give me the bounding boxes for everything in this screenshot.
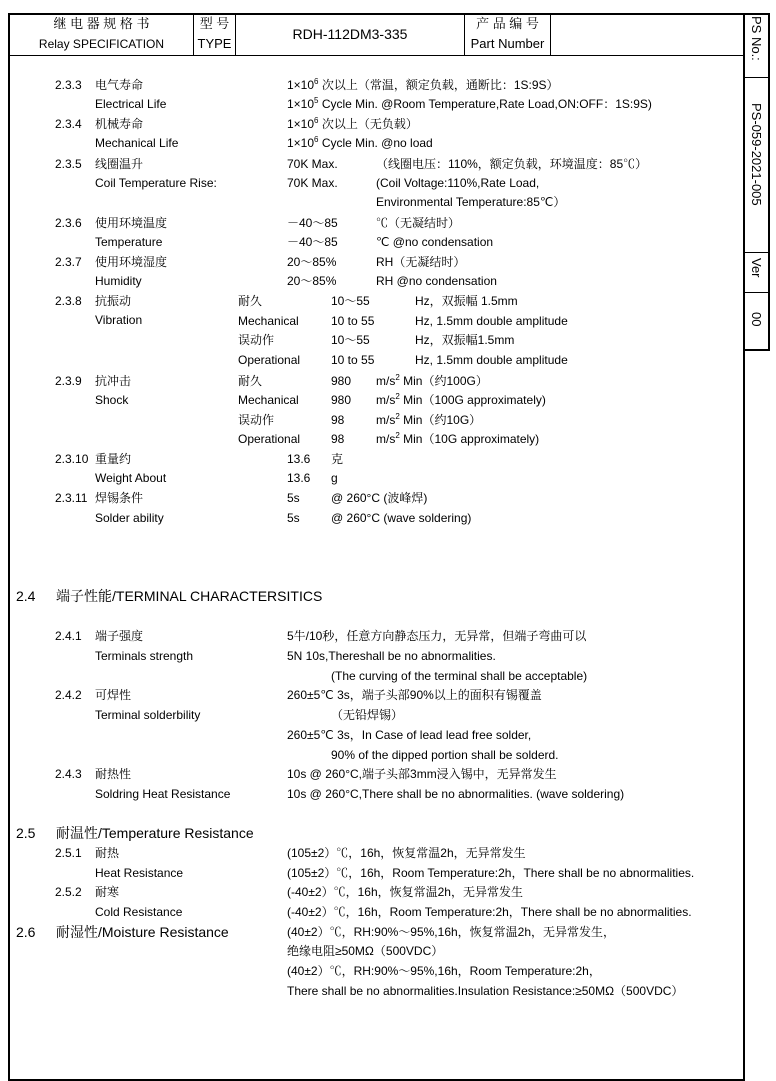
section-number: 2.3.10 <box>55 452 89 466</box>
item-title-cn: 焊锡条件 <box>95 491 144 505</box>
spec-text: (40±2）℃，RH:90%～95%,16h，恢复常温2h，无异常发生， <box>287 925 616 939</box>
section-heading: 耐湿性/Moisture Resistance <box>56 924 229 940</box>
ps-number-value: PS-059-2021-005 <box>749 103 764 206</box>
spec-note: ℃（无凝结时） <box>376 216 461 230</box>
spec-text: There shall be no abnormalities.Insulation Resistance:≥50MΩ（500VDC） <box>287 984 684 998</box>
vibration-label: Mechanical <box>238 314 299 328</box>
doc-title-cn: 继 电 器 规 格 书 <box>53 16 150 31</box>
item-title-cn: 重量约 <box>95 452 132 466</box>
weight-unit: g <box>331 471 338 485</box>
item-title-cn: 线圈温升 <box>95 157 144 171</box>
shock-label: 耐久 <box>238 374 263 388</box>
value-text: Cycle Min. @no load <box>318 136 433 150</box>
vibration-label: Operational <box>238 353 301 367</box>
shock-desc <box>376 432 539 446</box>
item-title-en: Coil Temperature Rise: <box>95 176 217 190</box>
shock-unit-exponent: 2 <box>395 412 400 421</box>
spec-value: 20～85% <box>287 274 337 288</box>
type-label-en: TYPE <box>197 36 232 51</box>
shock-desc <box>376 413 481 427</box>
item-title-cn: 使用环境温度 <box>95 216 168 230</box>
item-title-cn: 耐寒 <box>95 885 120 899</box>
item-title-cn: 使用环境湿度 <box>95 255 168 269</box>
solder-time: 5s <box>287 511 300 525</box>
item-title-en: Vibration <box>95 313 143 327</box>
shock-unit-exponent: 2 <box>395 392 400 401</box>
vibration-desc: Hz, 1.5mm double amplitude <box>415 314 568 328</box>
section-number: 2.4.3 <box>55 767 82 781</box>
item-title-en: Mechanical Life <box>95 136 179 150</box>
shock-unit: m/s <box>376 393 396 407</box>
item-title-cn: 机械寿命 <box>95 117 144 131</box>
section-number: 2.3.5 <box>55 157 82 171</box>
vibration-label: 耐久 <box>238 294 263 308</box>
vibration-range: 10～55 <box>331 333 370 347</box>
model-number: RDH-112DM3-335 <box>292 26 408 42</box>
item-title-cn: 可焊性 <box>95 688 132 702</box>
spec-text: 260±5℃ 3s，In Case of lead lead free solder, <box>287 728 532 742</box>
spec-note: RH @no condensation <box>376 274 497 288</box>
shock-desc-text: Min（约10G） <box>399 413 482 427</box>
vibration-desc: Hz，双振幅1.5mm <box>415 333 515 347</box>
vibration-desc: Hz，双振幅 1.5mm <box>415 294 518 308</box>
spec-value: 70K Max. <box>287 176 338 190</box>
section-heading-number: 2.6 <box>16 924 36 940</box>
spec-text: 5牛/10秒，任意方向静态压力，无异常，但端子弯曲可以 <box>287 629 587 643</box>
item-title-en: Humidity <box>95 274 142 288</box>
item-title-en: Weight About <box>95 471 167 485</box>
item-title-cn: 电气寿命 <box>95 78 144 92</box>
item-title-cn: 端子强度 <box>95 629 144 643</box>
version-value: 00 <box>749 312 764 327</box>
shock-value: 980 <box>331 393 352 407</box>
item-title-en: Electrical Life <box>95 97 167 111</box>
section-number: 2.3.8 <box>55 294 82 308</box>
shock-unit-exponent: 2 <box>395 431 400 440</box>
vibration-label: 误动作 <box>238 333 275 347</box>
shock-label: Operational <box>238 432 301 446</box>
shock-value: 98 <box>331 432 345 446</box>
shock-unit: m/s <box>376 374 396 388</box>
section-number: 2.5.1 <box>55 846 82 860</box>
solder-condition: @ 260°C (wave soldering) <box>331 511 472 525</box>
shock-desc <box>376 374 488 388</box>
spec-text: 10s @ 260°C,There shall be no abnormalities. (wave soldering) <box>287 787 625 801</box>
spec-text: 260±5℃ 3s，端子头部90%以上的面积有锡覆盖 <box>287 688 542 702</box>
spec-value <box>287 117 418 131</box>
value-text: Cycle Min. @Room Temperature,Rate Load,ON:OFF：1S:9S) <box>318 97 652 111</box>
spec-text: (The curving of the terminal shall be acceptable) <box>331 669 588 683</box>
item-title-en: Solder ability <box>95 511 164 525</box>
item-title-cn: 耐热性 <box>95 767 132 781</box>
shock-label: Mechanical <box>238 393 299 407</box>
shock-unit: m/s <box>376 413 396 427</box>
shock-desc <box>376 393 546 407</box>
spec-note: （线圈电压：110%，额定负载，环境温度：85℃） <box>376 157 648 171</box>
shock-desc-text: Min（10G approximately) <box>399 432 540 446</box>
header-divider-4 <box>550 13 551 55</box>
side-divider-1 <box>743 77 770 78</box>
spec-value: 70K Max. <box>287 157 338 171</box>
weight-value: 13.6 <box>287 452 311 466</box>
header-bottom-rule <box>8 55 745 56</box>
section-heading-number: 2.4 <box>16 588 36 604</box>
spec-note: RH（无凝结时） <box>376 255 466 269</box>
value-exponent: 5 <box>314 96 319 105</box>
spec-note: Environmental Temperature:85℃） <box>376 195 566 209</box>
section-number: 2.3.7 <box>55 255 82 269</box>
spec-text: 90% of the dipped portion shall be solderd. <box>331 748 559 762</box>
spec-value: －40～85 <box>287 216 338 230</box>
section-number: 2.4.1 <box>55 629 82 643</box>
side-divider-2 <box>743 252 770 253</box>
spec-text: (-40±2）℃，16h，Room Temperature:2h，There shall be no abnormalities. <box>287 905 692 919</box>
spec-value <box>287 78 559 92</box>
spec-value <box>287 136 433 150</box>
value-base: 1×10 <box>287 117 315 131</box>
solder-condition: @ 260°C (波峰焊) <box>331 491 428 505</box>
section-number: 2.3.9 <box>55 374 82 388</box>
item-title-en: Terminal solderbility <box>95 708 201 722</box>
item-title-en: Terminals strength <box>95 649 194 663</box>
shock-desc-text: Min（约100G） <box>399 374 488 388</box>
section-number: 2.4.2 <box>55 688 82 702</box>
value-exponent: 6 <box>314 77 319 86</box>
spec-text: (-40±2）℃，16h，恢复常温2h，无异常发生 <box>287 885 523 899</box>
spec-text: 5N 10s,Thereshall be no abnormalities. <box>287 649 496 663</box>
item-title-cn: 抗振动 <box>95 294 132 308</box>
section-number: 2.3.6 <box>55 216 82 230</box>
spec-text: (40±2）℃，RH:90%～95%,16h，Room Temperature:2h， <box>287 964 601 978</box>
value-base: 1×10 <box>287 97 315 111</box>
section-heading-number: 2.5 <box>16 825 36 841</box>
spec-note: ℃ @no condensation <box>376 235 494 249</box>
value-text: 次以上（常温，额定负载，通断比：1S:9S） <box>318 78 559 92</box>
item-title-en: Temperature <box>95 235 163 249</box>
item-title-en: Shock <box>95 393 129 407</box>
shock-desc-text: Min（100G approximately) <box>399 393 546 407</box>
shock-value: 980 <box>331 374 352 388</box>
part-number-label-en: Part Number <box>470 36 545 51</box>
shock-value: 98 <box>331 413 345 427</box>
vibration-range: 10 to 55 <box>331 353 375 367</box>
section-heading: 端子性能/TERMINAL CHARACTERSITICS <box>56 588 323 604</box>
spec-value: 20～85% <box>287 255 337 269</box>
item-title-cn: 抗冲击 <box>95 374 132 388</box>
value-exponent: 6 <box>314 116 319 125</box>
ps-number-label: PS No.: <box>749 16 764 61</box>
part-number-label-cn: 产 品 编 号 <box>476 16 539 31</box>
vibration-range: 10 to 55 <box>331 314 375 328</box>
value-text: 次以上（无负载） <box>318 117 418 131</box>
spec-text: 10s @ 260°C,端子头部3mm浸入锡中，无异常发生 <box>287 767 557 781</box>
section-heading: 耐温性/Temperature Resistance <box>56 825 254 841</box>
section-number: 2.5.2 <box>55 885 82 899</box>
item-title-en: Soldring Heat Resistance <box>95 787 231 801</box>
value-base: 1×10 <box>287 78 315 92</box>
spec-note: (Coil Voltage:110%,Rate Load, <box>376 176 540 190</box>
page-frame <box>8 13 745 1081</box>
item-title-en: Cold Resistance <box>95 905 183 919</box>
version-label: Ver <box>749 258 764 278</box>
spec-text: (105±2）℃，16h，Room Temperature:2h，There shall be no abnormalities. <box>287 866 695 880</box>
value-exponent: 6 <box>314 135 319 144</box>
side-divider-3 <box>743 292 770 293</box>
type-label-cn: 型 号 <box>199 16 230 31</box>
shock-unit: m/s <box>376 432 396 446</box>
shock-label: 误动作 <box>238 413 275 427</box>
doc-title-en: Relay SPECIFICATION <box>38 37 165 51</box>
spec-value: －40～85 <box>287 235 338 249</box>
weight-value: 13.6 <box>287 471 311 485</box>
section-number: 2.3.4 <box>55 117 82 131</box>
solder-time: 5s <box>287 491 300 505</box>
spec-value <box>287 97 652 111</box>
vibration-range: 10～55 <box>331 294 370 308</box>
item-title-cn: 耐热 <box>95 846 120 860</box>
value-base: 1×10 <box>287 136 315 150</box>
section-number: 2.3.3 <box>55 78 82 92</box>
spec-text: (105±2）℃，16h，恢复常温2h，无异常发生 <box>287 846 526 860</box>
vibration-desc: Hz, 1.5mm double amplitude <box>415 353 568 367</box>
spec-text: （无铅焊锡） <box>331 708 404 722</box>
shock-unit-exponent: 2 <box>395 373 400 382</box>
section-number: 2.3.11 <box>55 491 88 505</box>
item-title-en: Heat Resistance <box>95 866 184 880</box>
spec-text: 绝缘电阻≥50MΩ（500VDC） <box>287 944 444 958</box>
weight-unit: 克 <box>331 452 344 466</box>
